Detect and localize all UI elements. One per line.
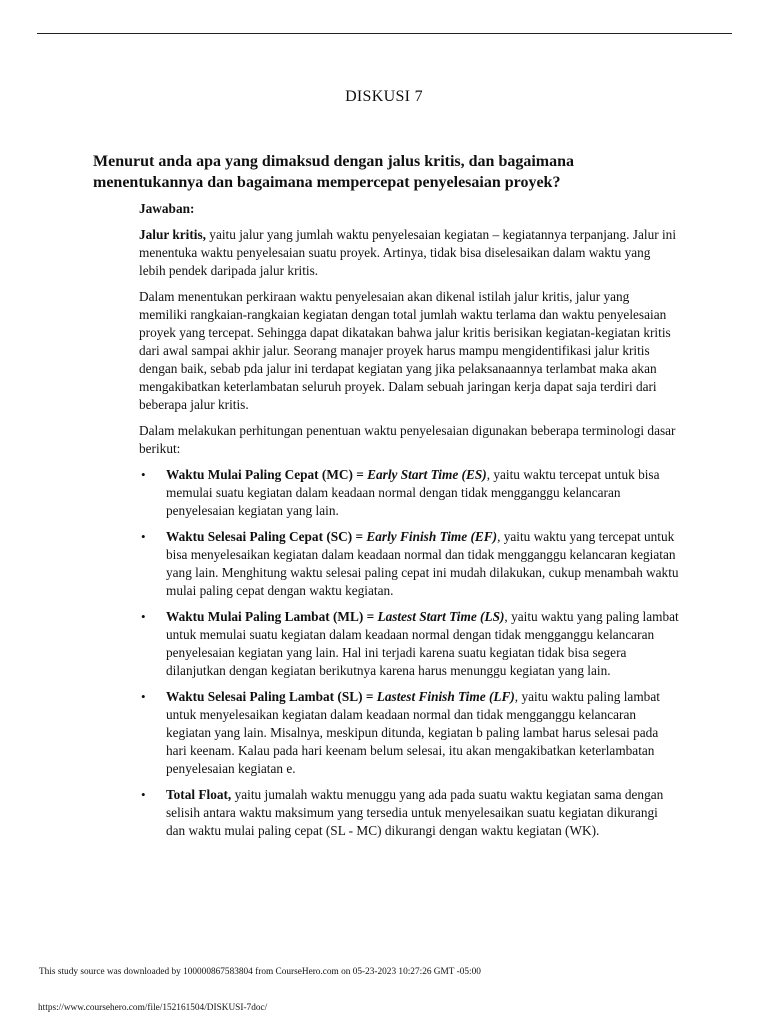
list-item (139, 786, 679, 840)
term-english: Early Finish Time (EF) (366, 529, 498, 544)
term-description: , yaitu waktu tercepat untuk bisa memulai suatu kegiatan dalam keadaan normal dengan tidak mengganggu kelancaran penyelesaian kegiatan yang lain. (166, 467, 660, 518)
top-divider (37, 33, 732, 34)
term-label: Waktu Selesai Paling Cepat (SC) = (166, 529, 367, 544)
question-text: Menurut anda apa yang dimaksud dengan jalus kritis, dan bagaimana menentukannya dan bagaimana mempercepat penyelesaian proyek? (93, 153, 575, 191)
list-item (139, 688, 679, 778)
paragraph-definition (139, 226, 679, 280)
list-item (139, 608, 679, 680)
definition-term: Jalur kritis, (139, 227, 206, 242)
term-description: , yaitu waktu yang tercepat untuk bisa menyelesaikan kegiatan dalam keadaan normal dan tidak mengganggu kelancaran kegiatan yang lain. Menghitung waktu selesai paling cepat ini mudah dilakukan, cukup menambah waktu mulai paling cepat dengan waktu kegiatan. (166, 529, 679, 598)
term-description: , yaitu waktu paling lambat untuk menyelesaikan kegiatan dalam keadaan normal dan tidak mengganggu kelancaran kegiatan yang lain. Misalnya, meskipun ditunda, kegiatan b paling lambat harus selesai pada hari keenam. Kalau pada hari keenam belum selesai, itu akan mengakibatkan keterlambatan penyelesaian kegiatan e. (166, 689, 660, 776)
term-label: Total Float, (166, 787, 232, 802)
terminology-list (139, 466, 679, 840)
definition-text: yaitu jalur yang jumlah waktu penyelesaian kegiatan – kegiatannya terpanjang. Jalur ini menentuka waktu penyelesaian suatu proyek. Artinya, tidak bisa diselesaikan dalam waktu yang lebih pendek daripada jalur kritis. (139, 227, 677, 278)
term-english: Lastest Start Time (LS) (377, 609, 505, 624)
term-description: , yaitu waktu yang paling lambat untuk memulai suatu kegiatan dalam keadaan normal dengan tidak mengganggu kelancaran penyelesaian kegiatan yang lain. Hal ini terjadi karena suatu kegiatan tidak bisa segera dilanjutkan dengan kegiatan berikutnya karena harus menunggu kegiatan yang lain. (166, 609, 679, 678)
download-notice: This study source was downloaded by 100000867583804 from CourseHero.com on 05-23-2023 10:27:26 GMT -05:00 (39, 967, 481, 977)
bullet-icon: • (141, 467, 146, 482)
bullet-icon: • (141, 529, 146, 544)
bullet-icon: • (141, 689, 146, 704)
source-url[interactable]: https://www.coursehero.com/file/152161504/DISKUSI-7doc/ (38, 1003, 268, 1013)
paragraph-critical-path: Dalam menentukan perkiraan waktu penyelesaian akan dikenal istilah jalur kritis, jalur yang memiliki rangkaian-rangkaian kegiatan dengan total jumlah waktu terlama dan waktu penyelesaian proyek yang tercepat. Sehingga dapat dikatakan bahwa jalur kritis berisikan kegiatan-kegiatan kritis dari awal sampai akhir jalur. Seorang manajer proyek harus mampu mengidentifikasi jalur kritis dengan baik, sebab pda jalur ini terdapat kegiatan yang jika pelaksanaannya terlambat maka akan mengakibatkan keterlambatan seluruh proyek. Dalam sebuah jaringan kerja dapat saja terdiri dari beberapa jalur kritis. (139, 289, 671, 412)
term-label: Waktu Mulai Paling Cepat (MC) = (166, 467, 368, 482)
answer-label: Jawaban: (139, 201, 195, 216)
term-label: Waktu Selesai Paling Lambat (SL) = (166, 689, 377, 704)
bullet-icon: • (141, 609, 146, 624)
term-label: Waktu Mulai Paling Lambat (ML) = (166, 609, 378, 624)
list-item (139, 466, 679, 520)
answer-section (139, 200, 679, 848)
list-item (139, 528, 679, 600)
term-english: Lastest Finish Time (LF) (376, 689, 515, 704)
document-title: DISKUSI 7 (345, 88, 423, 105)
term-english: Early Start Time (ES) (367, 467, 487, 482)
paragraph-terminology-intro: Dalam melakukan perhitungan penentuan waktu penyelesaian digunakan beberapa terminologi dasar berikut: (139, 423, 676, 456)
bullet-icon: • (141, 787, 146, 802)
term-description: yaitu jumalah waktu menuggu yang ada pada suatu waktu kegiatan sama dengan selisih antara waktu maksimum yang tersedia untuk menyelesaikan suatu kegiatan dikurangi dan waktu mulai paling cepat (SL - MC) dikurangi dengan waktu kegiatan (WK). (166, 787, 664, 838)
